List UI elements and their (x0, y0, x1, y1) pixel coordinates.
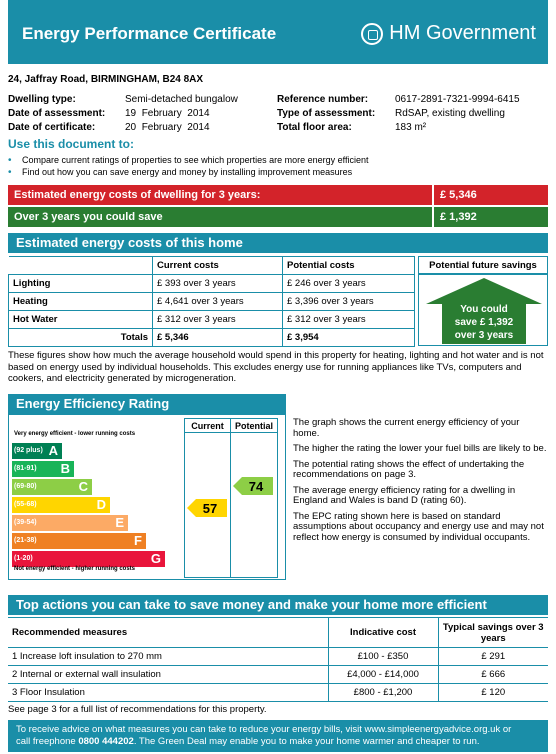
total-cost-bar (8, 185, 548, 205)
bullet-icon: • (8, 155, 12, 166)
current-column-header: Current (185, 419, 231, 433)
eer-section-heading: Energy Efficiency Rating (8, 394, 286, 414)
actions-table (8, 617, 548, 702)
property-details (8, 93, 548, 135)
col-measures: Recommended measures (8, 618, 328, 648)
col-potential-costs: Potential costs (283, 257, 415, 275)
rating-band-a: (92 plus) A (12, 443, 62, 459)
table-row: 2 Internal or external wall insulation £4,000 - £14,000 £ 666 (8, 666, 548, 684)
table-row: 1 Increase loft insulation to 270 mm £100 - £350 £ 291 (8, 648, 548, 666)
certificate-date-label: Date of certificate: (8, 122, 96, 133)
col-cost: Indicative cost (328, 618, 438, 648)
property-address: 24, Jaffray Road, BIRMINGHAM, B24 8AX (8, 74, 204, 85)
totals-row: Totals £ 5,346 £ 3,954 (9, 329, 415, 347)
total-cost-label: Estimated energy costs of dwelling for 3 years: (14, 189, 261, 201)
dwelling-type-value: Semi-detached bungalow (125, 94, 238, 105)
svg-text:over 3 years: over 3 years (454, 330, 514, 341)
costs-explanation: These figures show how much the average household would spend in this property for heating, lighting and hot water and is not based on energy used by individual households. This excludes energy use for running appliances like TVs, computers and cookers, and electricity generated by microgeneration. (8, 350, 544, 384)
savings-arrow-icon (426, 278, 542, 344)
inefficient-note: Not energy efficient - higher running costs (14, 566, 136, 572)
freephone-number: 0800 444202 (78, 736, 134, 747)
government-name: HM Government (389, 22, 536, 44)
potential-column-header: Potential (231, 419, 277, 433)
floor-area-value: 183 m² (395, 122, 427, 133)
assessment-type-label: Type of assessment: (277, 108, 376, 119)
floor-area-label: Total floor area: (277, 122, 352, 133)
table-row: Hot Water £ 312 over 3 years £ 312 over 3 years (9, 311, 415, 329)
rating-band-c: (69-80) C (12, 479, 92, 495)
eer-explanation: The graph shows the current energy efficiency of your home. The higher the rating the lower your fuel bills are likely to be. The potential rating shows the effect of undertaking the recommendations on page 3. The average energy efficiency rating for a dwelling in England and Wales is band D (rating 60). The EPC rating shown here is based on standard assumptions about occupancy and energy use and may not reflect how energy is consumed by individual occupants. (293, 417, 547, 543)
rating-band-d: (55-68) D (12, 497, 110, 513)
list-item: • Find out how you can save energy and money by installing improvement measures (8, 167, 353, 178)
list-item: • Compare current ratings of properties to see which properties are more energy efficient (8, 155, 369, 166)
svg-text:You could: You could (460, 304, 508, 315)
dwelling-type-label: Dwelling type: (8, 94, 76, 105)
royal-crest-icon (361, 23, 383, 45)
rating-band-e: (39-54) E (12, 515, 128, 531)
header-banner (8, 0, 548, 64)
table-row: 3 Floor Insulation £800 - £1,200 £ 120 (8, 684, 548, 702)
actions-section-heading: Top actions you can take to save money and make your home more efficient (8, 595, 548, 615)
table-row: Heating £ 4,641 over 3 years £ 3,396 over 3 years (9, 293, 415, 311)
costs-section-heading: Estimated energy costs of this home (8, 233, 548, 253)
eer-rating-columns (184, 418, 278, 578)
rating-band-g: (1-20) G (12, 551, 165, 567)
certificate-date-value: 20 February 2014 (125, 122, 210, 133)
bullet-icon: • (8, 167, 12, 178)
assessment-date-value: 19 February 2014 (125, 108, 210, 119)
efficient-note: Very energy efficient - lower running costs (14, 431, 136, 437)
saving-bar (8, 207, 548, 227)
page-title: Energy Performance Certificate (22, 24, 277, 43)
svg-text:save £ 1,392: save £ 1,392 (454, 317, 514, 328)
svg-text:57: 57 (202, 501, 218, 516)
total-cost-value: £ 5,346 (432, 185, 548, 205)
costs-table (8, 256, 415, 347)
reference-label: Reference number: (277, 94, 369, 105)
potential-savings-heading: Potential future savings (418, 256, 548, 274)
rating-band-b: (81-91) B (12, 461, 74, 477)
footer-advice: To receive advice on what measures you can take to reduce your energy bills, visit www.simpleenergyadvice.org.uk or call freephone 0800 444202. The Green Deal may enable you to make your home warmer and cheaper to run. (8, 720, 548, 752)
see-page-note: See page 3 for a full list of recommendations for this property. (8, 704, 267, 715)
rating-band-f: (21-38) F (12, 533, 146, 549)
potential-rating-arrow (233, 477, 273, 495)
current-rating-arrow (187, 499, 227, 517)
col-savings: Typical savings over 3 years (438, 618, 548, 648)
svg-text:74: 74 (248, 479, 264, 494)
assessment-date-label: Date of assessment: (8, 108, 106, 119)
col-current-costs: Current costs (153, 257, 283, 275)
saving-value: £ 1,392 (432, 207, 548, 227)
use-document-list (8, 154, 369, 178)
government-brand (361, 22, 536, 45)
table-row: Lighting £ 393 over 3 years £ 246 over 3 years (9, 275, 415, 293)
use-document-heading: Use this document to: (8, 137, 135, 151)
reference-value: 0617-2891-7321-9994-6415 (395, 94, 520, 105)
assessment-type-value: RdSAP, existing dwelling (395, 108, 505, 119)
saving-label: Over 3 years you could save (14, 211, 163, 223)
